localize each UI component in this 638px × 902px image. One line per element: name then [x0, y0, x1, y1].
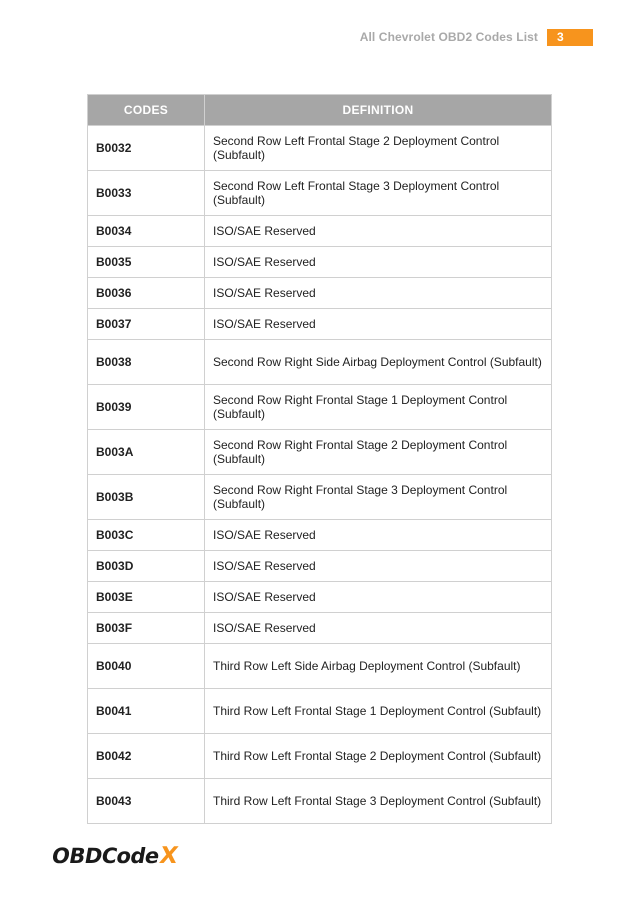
- definition-cell: ISO/SAE Reserved: [205, 309, 552, 340]
- logo-text: OBDCode: [49, 844, 162, 868]
- definition-cell: Second Row Left Frontal Stage 3 Deployment Control (Subfault): [205, 171, 552, 216]
- page-number-badge: 3: [547, 29, 593, 46]
- table-row: [88, 216, 552, 247]
- definition-cell: Third Row Left Side Airbag Deployment Control (Subfault): [205, 644, 552, 689]
- code-cell: B0043: [88, 779, 205, 824]
- code-cell: B0037: [88, 309, 205, 340]
- table-row: [88, 475, 552, 520]
- table-row: [88, 247, 552, 278]
- table-row: [88, 613, 552, 644]
- document-title: All Chevrolet OBD2 Codes List: [359, 30, 538, 44]
- table-row: [88, 689, 552, 734]
- column-header-codes: CODES: [88, 95, 205, 126]
- table-row: [88, 734, 552, 779]
- code-cell: B003E: [88, 582, 205, 613]
- definition-cell: Second Row Right Frontal Stage 3 Deployment Control (Subfault): [205, 475, 552, 520]
- code-cell: B0042: [88, 734, 205, 779]
- definition-cell: Second Row Right Side Airbag Deployment Control (Subfault): [205, 340, 552, 385]
- code-cell: B003A: [88, 430, 205, 475]
- definition-cell: Second Row Right Frontal Stage 1 Deployment Control (Subfault): [205, 385, 552, 430]
- definition-cell: Third Row Left Frontal Stage 1 Deployment Control (Subfault): [205, 689, 552, 734]
- codes-table: [87, 94, 552, 824]
- definition-cell: Third Row Left Frontal Stage 2 Deployment Control (Subfault): [205, 734, 552, 779]
- code-cell: B003F: [88, 613, 205, 644]
- table-row: [88, 278, 552, 309]
- definition-cell: ISO/SAE Reserved: [205, 278, 552, 309]
- table-row: [88, 582, 552, 613]
- definition-cell: ISO/SAE Reserved: [205, 613, 552, 644]
- table-row: [88, 126, 552, 171]
- page-header: [360, 28, 593, 46]
- code-cell: B0041: [88, 689, 205, 734]
- code-cell: B0035: [88, 247, 205, 278]
- code-cell: B003B: [88, 475, 205, 520]
- definition-cell: ISO/SAE Reserved: [205, 216, 552, 247]
- code-cell: B003C: [88, 520, 205, 551]
- table-row: [88, 340, 552, 385]
- definition-cell: ISO/SAE Reserved: [205, 551, 552, 582]
- definition-cell: Second Row Right Frontal Stage 2 Deployment Control (Subfault): [205, 430, 552, 475]
- table-row: [88, 430, 552, 475]
- obdcodex-logo: [50, 843, 180, 869]
- definition-cell: Second Row Left Frontal Stage 2 Deployment Control (Subfault): [205, 126, 552, 171]
- table-row: [88, 385, 552, 430]
- table-row: [88, 520, 552, 551]
- definition-cell: ISO/SAE Reserved: [205, 520, 552, 551]
- logo-accent: X: [157, 843, 180, 869]
- code-cell: B003D: [88, 551, 205, 582]
- table-row: [88, 309, 552, 340]
- code-cell: B0033: [88, 171, 205, 216]
- table-row: [88, 644, 552, 689]
- table-body: [88, 126, 552, 824]
- code-cell: B0032: [88, 126, 205, 171]
- table-header-row: [88, 95, 552, 126]
- table-row: [88, 551, 552, 582]
- definition-cell: ISO/SAE Reserved: [205, 582, 552, 613]
- code-cell: B0038: [88, 340, 205, 385]
- definition-cell: Third Row Left Frontal Stage 3 Deployment Control (Subfault): [205, 779, 552, 824]
- table-row: [88, 779, 552, 824]
- table-row: [88, 171, 552, 216]
- code-cell: B0040: [88, 644, 205, 689]
- code-cell: B0036: [88, 278, 205, 309]
- code-cell: B0034: [88, 216, 205, 247]
- code-cell: B0039: [88, 385, 205, 430]
- column-header-definition: DEFINITION: [205, 95, 552, 126]
- definition-cell: ISO/SAE Reserved: [205, 247, 552, 278]
